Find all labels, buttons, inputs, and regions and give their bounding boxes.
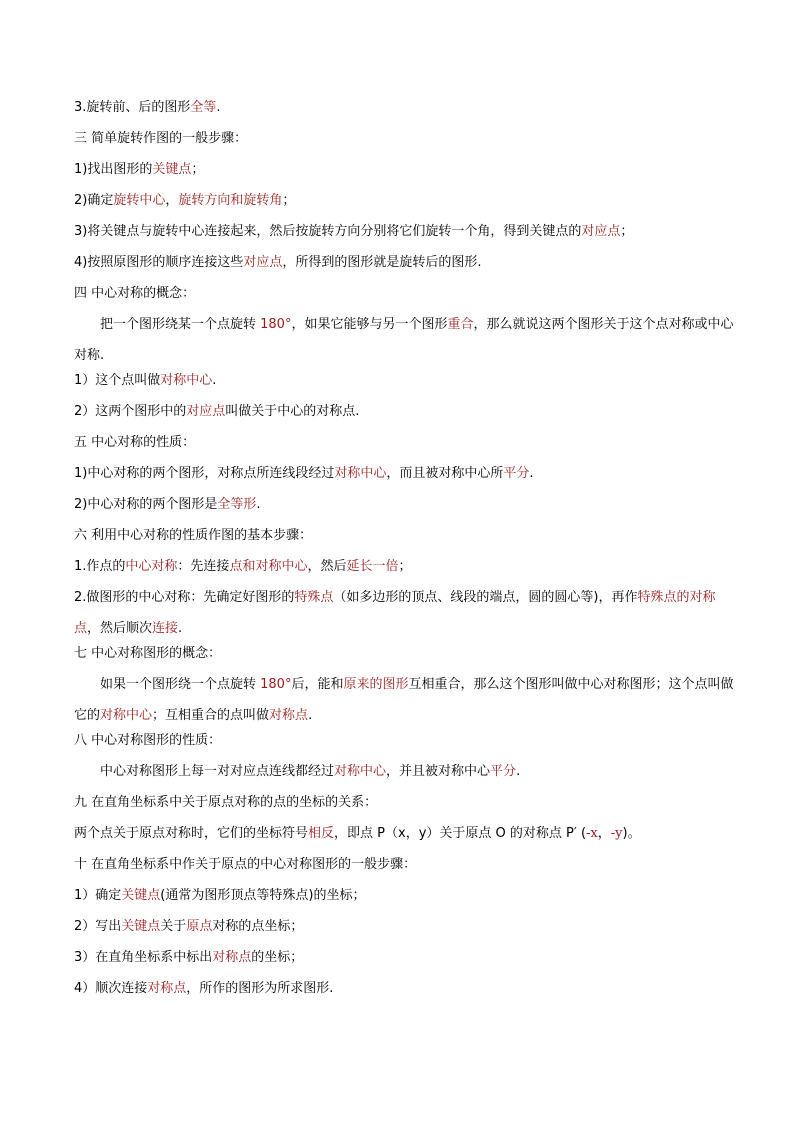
text: ；互相重合的点叫做 [152,708,270,723]
text: . [516,764,521,779]
highlight-text: 重合 [447,317,474,332]
text: ，然后 [307,559,347,574]
text: 3.旋转前、后的图形 [74,100,191,115]
highlight-text: 点和对称中心 [229,559,308,574]
text: ，那么就说这两个图形关于这个点对称或中心对称. [74,317,734,363]
text: 1）确定 [74,888,122,903]
text: 2)确定 [74,193,114,208]
text: 互相重合，那么这个图形叫做中心对称图形；这个点叫做它的 [74,677,734,723]
highlight-text: 延长一倍 [346,559,399,574]
text: . [178,621,183,636]
paragraph-9 [74,824,734,855]
section-heading-6: 六 利用中心对称的性质作图的基本步骤： [74,528,313,543]
highlight-text: 关键点 [152,162,192,177]
highlight-text: 平分 [503,466,530,481]
highlight-text: 全等形 [217,497,257,512]
text-line [74,98,734,129]
text: ， [165,193,179,208]
highlight-text: 对称点 [212,950,252,965]
coord-step-1 [74,886,734,917]
text: 1)中心对称的两个图形，对称点所连线段经过 [74,466,335,481]
text: 如果一个图形绕一个点旋转 [100,677,261,692]
highlight-text: 关键点 [121,888,161,903]
section-heading-3: 三 简单旋转作图的一般步骤： [74,131,248,146]
text: . [256,497,261,512]
text: . [216,100,221,115]
text: 中心对称图形上每一对对应点连线都经过 [100,764,335,779]
highlight-text: 特殊点的对称点 [74,590,716,636]
highlight-text: 对称点 [269,708,309,723]
highlight-text: 连接 [152,621,179,636]
text: 2.做图形的中心对称：先确定好图形的 [74,590,295,605]
coord-step-4 [74,979,734,1010]
step-3 [74,222,734,253]
property-item-1 [74,464,734,495]
text: 后，能和 [291,677,344,692]
concept-item-1 [74,371,734,402]
section-heading-5: 五 中心对称的性质： [74,435,196,450]
text: 3)将关键点与旋转中心连接起来，然后按旋转方向分别将它们旋转一个角，得到关键点的 [74,224,582,239]
highlight-text: 中心对称 [125,559,178,574]
highlight-text: -y [610,826,623,841]
highlight-text: 对称中心 [100,708,153,723]
text: 1.作点的 [74,559,126,574]
highlight-text: 关键点 [121,919,161,934]
section-heading-4: 四 中心对称的概念： [74,286,196,301]
highlight-text: 对称中心 [160,373,213,388]
text: 4）顺次连接 [74,981,148,996]
paragraph-8 [74,762,734,793]
text: 1）这个点叫做 [74,373,161,388]
highlight-text: 平分 [490,764,517,779]
text: ； [620,224,634,239]
text: 2）写出 [74,919,122,934]
text: 1)找出图形的 [74,162,153,177]
highlight-text: 全等 [190,100,217,115]
coord-step-3 [74,948,734,979]
text: )。 [622,826,641,841]
text: ； [191,162,205,177]
highlight-text: 对应点 [243,255,283,270]
text: . [212,373,217,388]
text: 对称的点坐标； [212,919,304,934]
step-2 [74,191,734,222]
text: ； [282,193,296,208]
property-item-2 [74,495,734,526]
highlight-text: 对应点 [581,224,621,239]
paragraph-7 [74,669,734,731]
step-1 [74,160,734,191]
section-heading-10: 十 在直角坐标系中作关于原点的中心对称图形的一般步骤： [74,857,417,872]
highlight-text: 特殊点 [294,590,334,605]
text: 的坐标； [251,950,304,965]
text: ，所作的图形为所求图形. [186,981,334,996]
highlight-text: 旋转中心 [113,193,166,208]
text: 3）在直角坐标系中标出 [74,950,213,965]
text: 两个点关于原点对称时，它们的坐标符号 [74,826,309,841]
highlight-text: 相反 [308,826,335,841]
text: ：先连接 [177,559,230,574]
text: ， [597,826,611,841]
highlight-text: 180° [260,677,292,692]
text: 2）这两个图形中的 [74,404,187,419]
highlight-text: 180° [260,317,292,332]
step-4 [74,253,734,284]
text: 关于 [160,919,187,934]
highlight-text: 对应点 [186,404,226,419]
text: (通常为图形顶点等特殊点)的坐标； [160,888,366,903]
text: . [308,708,313,723]
section-heading-9: 九 在直角坐标系中关于原点对称的点的坐标的关系： [74,795,378,810]
text: ，然后顺次 [87,621,153,636]
highlight-text: 旋转方向和旋转角 [178,193,283,208]
text: ，并且被对称中心 [386,764,491,779]
paragraph-4 [74,309,734,371]
text: ，如果它能够与另一个图形 [291,317,448,332]
text: （如多边形的顶点、线段的端点，圆的圆心等)，再作 [333,590,638,605]
text: 把一个图形绕某一个点旋转 [100,317,261,332]
text: ，而且被对称中心所 [386,466,504,481]
document-page [74,98,734,1010]
concept-item-2 [74,402,734,433]
text: 4)按照原图形的顺序连接这些 [74,255,244,270]
section-heading-8: 八 中心对称图形的性质： [74,733,222,748]
text: ，即点 P（x，y）关于原点 O 的对称点 P′ ( [334,826,587,841]
highlight-text: -x [586,826,598,841]
coord-step-2 [74,917,734,948]
highlight-text: 原点 [186,919,213,934]
text: 叫做关于中心的对称点. [225,404,360,419]
highlight-text: 原来的图形 [343,677,409,692]
text: ； [398,559,412,574]
text: . [529,466,534,481]
text: 2)中心对称的两个图形是 [74,497,218,512]
highlight-text: 对称中心 [334,764,387,779]
highlight-text: 对称点 [147,981,187,996]
text: ，所得到的图形就是旋转后的图形. [282,255,482,270]
highlight-text: 对称中心 [334,466,387,481]
section-heading-7: 七 中心对称图形的概念： [74,646,222,661]
drawing-step-2 [74,582,734,644]
